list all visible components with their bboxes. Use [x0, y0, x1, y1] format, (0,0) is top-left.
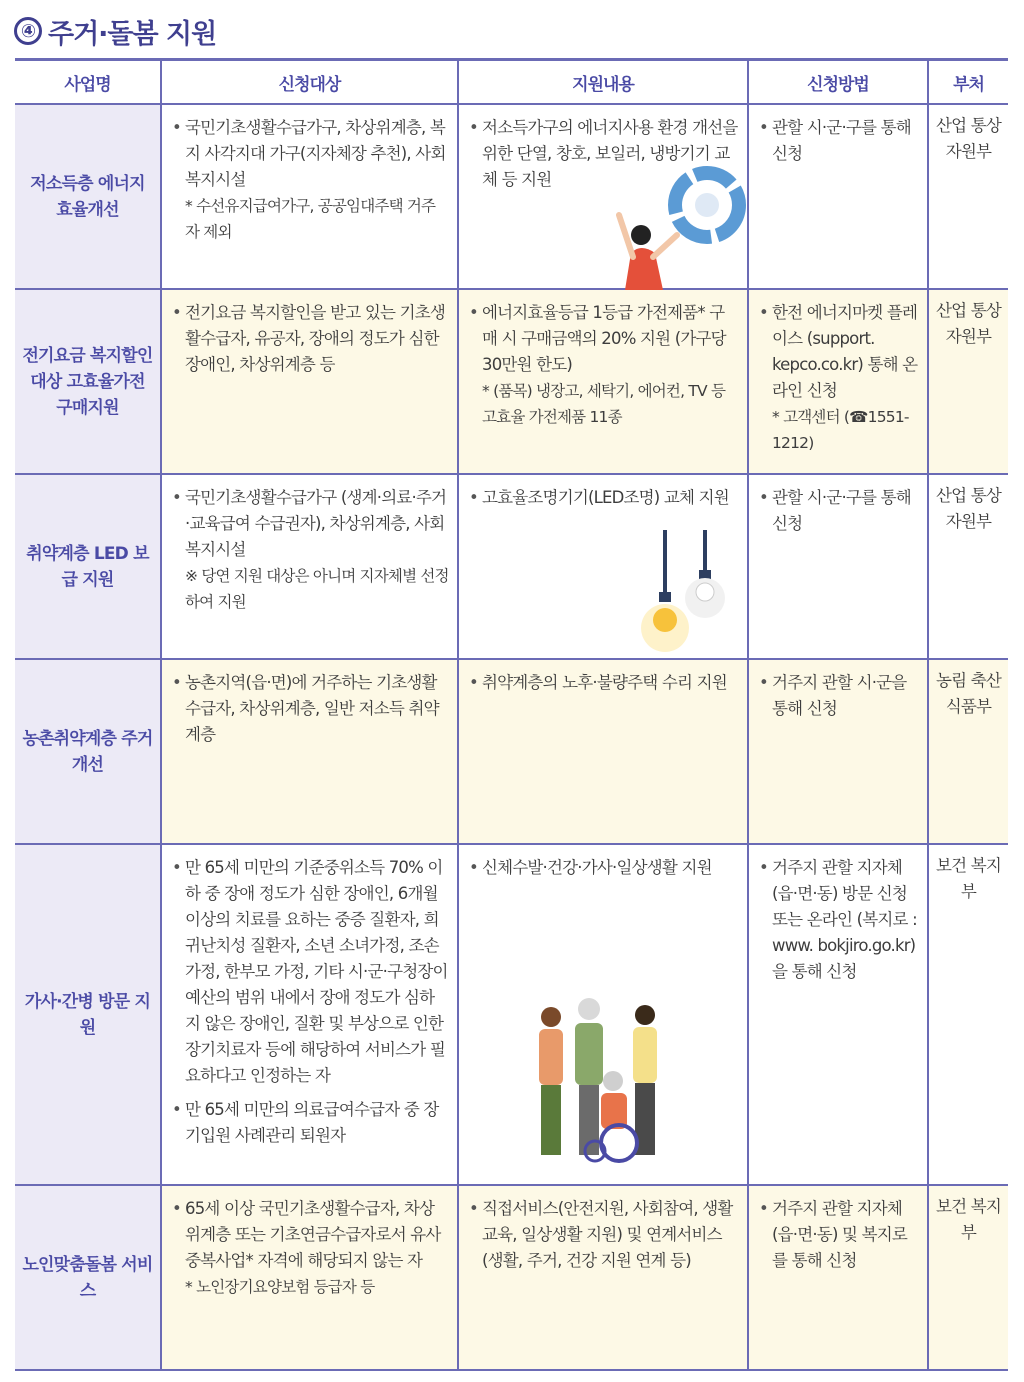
content-item: • 신체수발·건강·가사·일상생활 지원: [469, 855, 739, 881]
header-program: 사업명: [15, 60, 161, 105]
method-item: • 관할 시·군·구를 통해 신청: [759, 115, 919, 167]
program-name: 농촌취약계층 주거개선: [15, 659, 161, 844]
energy-ring-illustration: [609, 165, 749, 290]
content-cell: [458, 844, 748, 1185]
content-note: * (품목) 냉장고, 세탁기, 에어컨, TV 등 고효율 가전제품 11종: [482, 382, 726, 426]
dept-cell: 농림 축산 식품부: [928, 659, 1008, 844]
support-table: [15, 58, 1008, 1371]
method-cell: [748, 289, 928, 474]
dept-cell: 보건 복지부: [928, 844, 1008, 1185]
light-bulb-illustration: [639, 530, 729, 655]
target-item: • 국민기초생활수급가구, 차상위계층, 복지 사각지대 가구(지자체장 추천), 사회복지시설: [172, 115, 449, 193]
program-name: 노인맞춤돌봄 서비스: [15, 1185, 161, 1370]
method-cell: [748, 1185, 928, 1370]
target-cell: [161, 1185, 458, 1370]
header-target: 신청대상: [161, 60, 458, 105]
target-item: • 만 65세 미만의 기준중위소득 70% 이하 중 장애 정도가 심한 장애인, 6개월 이상의 치료를 요하는 중증 질환자, 희귀난치성 질환자, 소년 소녀가정, 조손가정, 한부모 가정, 기타 시·군·구청장이 예산의 범위 내에서 장애 정도가 심하지 않은 장애인, 질환 및 부상으로 인한 장기치료자 등에 해당하여 서비스가 필요하다고 인정하는 자: [172, 855, 449, 1089]
method-item: • 관할 시·군·구를 통해 신청: [759, 485, 919, 537]
section-title-text: 주거·돌봄 지원: [48, 18, 217, 50]
target-cell: [161, 104, 458, 289]
target-item: • 국민기초생활수급가구 (생계·의료·주거·교육급여 수급권자), 차상위계층, 사회복지시설: [172, 485, 449, 563]
method-cell: [748, 104, 928, 289]
dept-cell: 산업 통상 자원부: [928, 474, 1008, 659]
table-row: [15, 844, 1008, 1185]
program-name: 저소득층 에너지 효율개선: [15, 104, 161, 289]
content-item: • 고효율조명기기(LED조명) 교체 지원: [469, 485, 739, 511]
target-item: • 농촌지역(읍·면)에 거주하는 기초생활 수급자, 차상위계층, 일반 저소득 취약계층: [172, 670, 449, 748]
content-cell: [458, 659, 748, 844]
content-cell: [458, 289, 748, 474]
dept-cell: 보건 복지부: [928, 1185, 1008, 1370]
target-item: • 만 65세 미만의 의료급여수급자 중 장기입원 사례관리 퇴원자: [172, 1097, 449, 1149]
dept-cell: 산업 통상 자원부: [928, 104, 1008, 289]
header-dept: 부처: [928, 60, 1008, 105]
header-row: [15, 60, 1008, 105]
content-cell: [458, 474, 748, 659]
caregivers-illustration: [529, 995, 669, 1165]
target-cell: [161, 474, 458, 659]
content-cell: [458, 1185, 748, 1370]
method-cell: [748, 659, 928, 844]
method-item: • 거주지 관할 지자체(읍·면·동) 방문 신청 또는 온라인 (복지로 : www. bokjiro.go.kr) 을 통해 신청: [759, 855, 919, 985]
program-name: 가사·간병 방문 지원: [15, 844, 161, 1185]
section-title: [14, 8, 216, 54]
target-note: ※ 당연 지원 대상은 아니며 지자체별 선정하여 지원: [185, 567, 449, 611]
content-item: • 저소득가구의 에너지사용 환경 개선을 위한 단열, 창호, 보일러, 냉방기기 교체 등 지원: [469, 115, 739, 193]
content-item: • 취약계층의 노후·불량주택 수리 지원: [469, 670, 739, 696]
target-cell: [161, 844, 458, 1185]
content-cell: [458, 104, 748, 289]
table-row: [15, 474, 1008, 659]
content-item: • 에너지효율등급 1등급 가전제품* 구매 시 구매금액의 20% 지원 (가구당 30만원 한도): [469, 300, 739, 378]
method-item: • 거주지 관할 지자체(읍·면·동) 및 복지로를 통해 신청: [759, 1196, 919, 1274]
target-item: • 65세 이상 국민기초생활수급자, 차상위계층 또는 기초연금수급자로서 유사 중복사업* 자격에 해당되지 않는 자: [172, 1196, 449, 1274]
table-row: [15, 1185, 1008, 1370]
section-number: ④: [14, 17, 42, 45]
method-item: • 거주지 관할 시·군을 통해 신청: [759, 670, 919, 722]
target-cell: [161, 289, 458, 474]
table-row: [15, 104, 1008, 289]
method-cell: [748, 474, 928, 659]
method-note: * 고객센터 (☎1551-1212): [772, 408, 909, 452]
method-item: • 한전 에너지마켓 플레이스 (support. kepco.co.kr) 통해 온라인 신청: [759, 300, 919, 404]
target-note: * 수선유지급여가구, 공공임대주택 거주자 제외: [185, 197, 436, 241]
program-name: 전기요금 복지할인 대상 고효율가전 구매지원: [15, 289, 161, 474]
header-content: 지원내용: [458, 60, 748, 105]
target-item: • 전기요금 복지할인을 받고 있는 기초생활수급자, 유공자, 장애의 정도가 심한 장애인, 차상위계층 등: [172, 300, 449, 378]
method-cell: [748, 844, 928, 1185]
content-item: • 직접서비스(안전지원, 사회참여, 생활교육, 일상생활 지원) 및 연계서비스(생활, 주거, 건강 지원 연계 등): [469, 1196, 739, 1274]
header-method: 신청방법: [748, 60, 928, 105]
dept-cell: 산업 통상 자원부: [928, 289, 1008, 474]
table-row: [15, 659, 1008, 844]
table-row: [15, 289, 1008, 474]
program-name: 취약계층 LED 보급 지원: [15, 474, 161, 659]
target-note: * 노인장기요양보험 등급자 등: [185, 1278, 375, 1296]
target-cell: [161, 659, 458, 844]
